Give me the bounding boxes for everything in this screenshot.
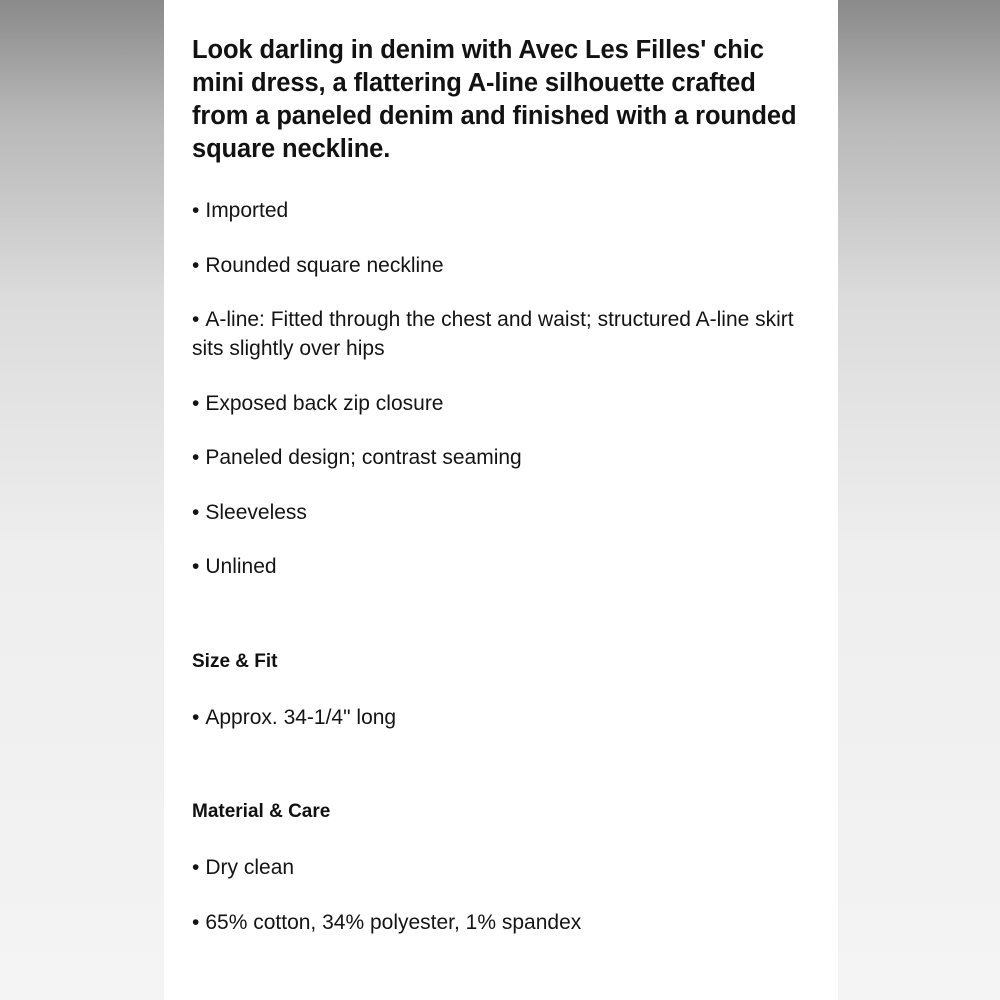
feature-item bbox=[192, 251, 814, 280]
bullet-icon: • bbox=[192, 391, 200, 415]
material-care-item bbox=[192, 908, 814, 937]
feature-item bbox=[192, 552, 814, 581]
feature-text: A-line: Fitted through the chest and waist; structured A-line skirt sits slightly over hips bbox=[192, 308, 794, 360]
feature-text: Unlined bbox=[205, 555, 277, 578]
bullet-icon: • bbox=[192, 308, 200, 331]
size-fit-item bbox=[192, 703, 814, 732]
material-care-item bbox=[192, 853, 814, 882]
material-care-text: Dry clean bbox=[205, 856, 295, 879]
feature-item bbox=[192, 196, 814, 225]
bullet-icon: • bbox=[192, 706, 200, 729]
bullet-icon: • bbox=[192, 910, 200, 934]
product-description: Look darling in denim with Avec Les Filles' chic mini dress, a flattering A-line silhouette crafted from a paneled denim and finished with a rounded square neckline. bbox=[192, 36, 797, 163]
bullet-icon: • bbox=[192, 500, 200, 524]
feature-text: Exposed back zip closure bbox=[205, 391, 444, 415]
feature-list bbox=[192, 196, 814, 581]
bullet-icon: • bbox=[192, 199, 200, 222]
bullet-icon: • bbox=[192, 446, 200, 469]
feature-text: Paneled design; contrast seaming bbox=[205, 446, 522, 469]
bullet-icon: • bbox=[192, 555, 200, 578]
feature-text: Rounded square neckline bbox=[205, 253, 444, 277]
material-care-text: 65% cotton, 34% polyester, 1% spandex bbox=[205, 910, 582, 934]
size-fit-text: Approx. 34-1/4" long bbox=[205, 706, 397, 729]
bullet-icon: • bbox=[192, 856, 200, 879]
bullet-icon: • bbox=[192, 253, 200, 277]
feature-item bbox=[192, 305, 814, 363]
feature-item bbox=[192, 389, 814, 418]
feature-text: Imported bbox=[205, 199, 289, 222]
size-fit-list bbox=[192, 703, 814, 732]
material-care-list bbox=[192, 853, 814, 937]
feature-item bbox=[192, 443, 814, 472]
size-fit-heading: Size & Fit bbox=[192, 651, 278, 672]
feature-item bbox=[192, 498, 814, 527]
material-care-heading: Material & Care bbox=[192, 801, 331, 822]
product-details-panel bbox=[164, 0, 838, 1000]
feature-text: Sleeveless bbox=[205, 500, 307, 524]
